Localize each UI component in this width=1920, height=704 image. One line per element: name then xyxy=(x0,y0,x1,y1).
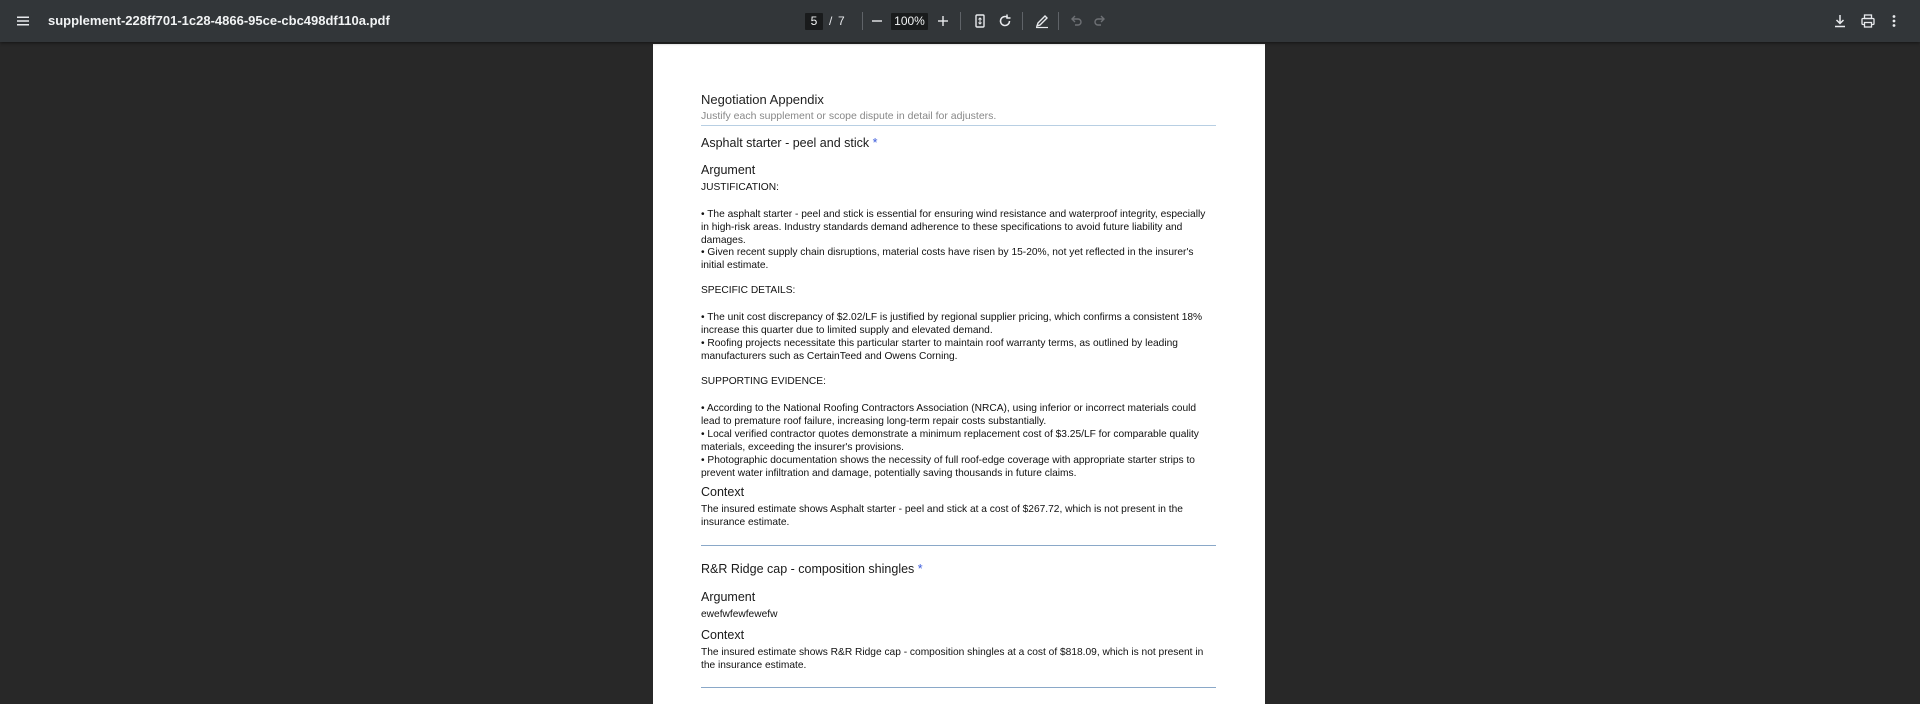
minus-icon xyxy=(869,13,885,29)
pdf-page xyxy=(653,44,1265,704)
rotate-button[interactable] xyxy=(993,9,1017,33)
evidence-point: • Photographic documentation shows the necessity of full roof-edge coverage with appropriate starter strips to prevent water infiltration and damage, potentially saving thousands in future claims. xyxy=(701,455,1195,479)
toolbar-divider xyxy=(862,12,863,30)
total-pages: 7 xyxy=(838,14,845,28)
undo-icon xyxy=(1068,13,1084,29)
download-button[interactable] xyxy=(1828,9,1852,33)
zoom-out-button[interactable] xyxy=(865,9,889,33)
evidence-point: • According to the National Roofing Contractors Association (NRCA), using inferior or incorrect materials could lead to premature roof failure, increasing long-term repair costs substantially. xyxy=(701,403,1197,427)
argument-heading: Argument xyxy=(701,163,756,177)
undo-button[interactable] xyxy=(1064,9,1088,33)
argument-text: ewefwfewfewefw xyxy=(701,609,778,620)
more-actions-button[interactable] xyxy=(1882,9,1906,33)
menu-icon[interactable] xyxy=(11,9,35,33)
required-marker: * xyxy=(872,136,878,150)
item-title xyxy=(701,561,1216,577)
more-vertical-icon xyxy=(1886,13,1902,29)
context-heading: Context xyxy=(701,485,745,499)
zoom-in-button[interactable] xyxy=(931,9,955,33)
page-number-input[interactable]: 5 xyxy=(805,13,823,30)
evidence-point: • Local verified contractor quotes demonstrate a minimum replacement cost of $3.25/LF for comparable quality materials, exceeding the insurer's provisions. xyxy=(701,429,1199,453)
toolbar-divider xyxy=(960,12,961,30)
rotate-icon xyxy=(997,13,1013,29)
title-divider xyxy=(701,125,1216,126)
annotate-button[interactable] xyxy=(1030,9,1054,33)
item-divider xyxy=(701,687,1216,688)
item-title-text: Asphalt starter - peel and stick xyxy=(701,136,870,150)
argument-heading: Argument xyxy=(701,590,756,604)
pen-icon xyxy=(1034,13,1050,29)
pdf-toolbar xyxy=(0,0,1920,42)
evidence-heading: SUPPORTING EVIDENCE: xyxy=(701,376,826,387)
toolbar-divider xyxy=(1058,12,1059,30)
document-title: Negotiation Appendix xyxy=(701,92,824,107)
redo-icon xyxy=(1092,13,1108,29)
zoom-input[interactable]: 100% xyxy=(891,13,928,30)
details-point: • Roofing projects necessitate this particular starter to maintain roof warranty terms, as outlined by leading manufacturers such as CertainTeed and Owens Corning. xyxy=(701,338,1178,362)
item-title xyxy=(701,135,1216,151)
document-subtitle: Justify each supplement or scope dispute in detail for adjusters. xyxy=(701,110,997,122)
required-marker: * xyxy=(917,562,923,576)
page-content xyxy=(701,92,1216,688)
print-icon xyxy=(1860,13,1876,29)
redo-button[interactable] xyxy=(1088,9,1112,33)
fit-page-icon xyxy=(972,13,988,29)
fit-page-button[interactable] xyxy=(968,9,992,33)
details-heading: SPECIFIC DETAILS: xyxy=(701,285,796,296)
context-text: The insured estimate shows Asphalt starter - peel and stick at a cost of $267.72, which is not present in the insurance estimate. xyxy=(701,504,1183,528)
page-separator: / xyxy=(829,14,833,28)
justification-point: • Given recent supply chain disruptions, material costs have risen by 15-20%, not yet reflected in the insurer's initial estimate. xyxy=(701,247,1194,271)
item-divider xyxy=(701,545,1216,546)
download-icon xyxy=(1832,13,1848,29)
context-heading: Context xyxy=(701,628,745,642)
context-text: The insured estimate shows R&R Ridge cap - composition shingles at a cost of $818.09, which is not present in the insurance estimate. xyxy=(701,647,1204,671)
item-title-text: R&R Ridge cap - composition shingles xyxy=(701,562,915,576)
toolbar-divider xyxy=(1022,12,1023,30)
plus-icon xyxy=(935,13,951,29)
justification-heading: JUSTIFICATION: xyxy=(701,182,779,193)
document-filename: supplement-228ff701-1c28-4866-95ce-cbc498df110a.pdf xyxy=(48,13,390,28)
print-button[interactable] xyxy=(1856,9,1880,33)
justification-point: • The asphalt starter - peel and stick is essential for ensuring wind resistance and waterproof integrity, especially in high-risk areas. Industry standards demand adherence to these specifications to avoid future liability and damages. xyxy=(701,209,1206,246)
details-point: • The unit cost discrepancy of $2.02/LF is justified by regional supplier pricing, which confirms a consistent 18% increase this quarter due to limited supply and elevated demand. xyxy=(701,312,1203,336)
